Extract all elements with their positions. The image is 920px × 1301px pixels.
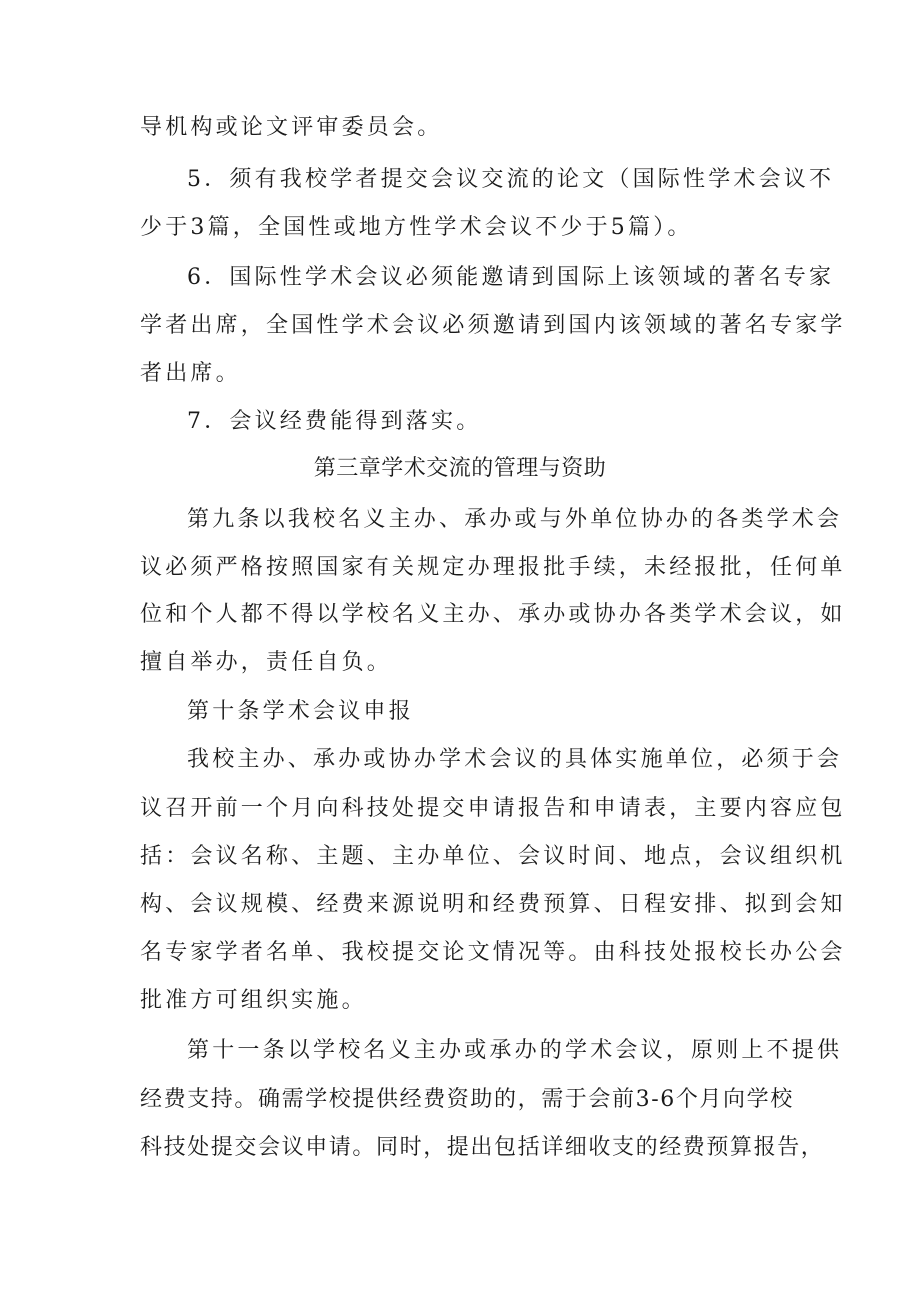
paragraph-line: 第九条以我校名义主办、承办或与外单位协办的各类学术会 bbox=[187, 507, 843, 532]
paragraph-line: 少于3篇，全国性或地方性学术会议不少于5篇）。 bbox=[140, 215, 693, 240]
paragraph-line: 导机构或论文评审委员会。 bbox=[140, 115, 443, 140]
paragraph-line: 第十条学术会议申报 bbox=[187, 699, 414, 724]
paragraph-line: 第十一条以学校名义主办或承办的学术会议，原则上不提供 bbox=[187, 1038, 843, 1063]
paragraph-line: 议必须严格按照国家有关规定办理报批手续，未经报批，任何单 bbox=[140, 555, 846, 580]
paragraph-line: 位和个人都不得以学校名义主办、承办或协办各类学术会议，如 bbox=[140, 602, 846, 627]
paragraph-line: 议召开前一个月向科技处提交申请报告和申请表，主要内容应包 bbox=[140, 796, 846, 821]
paragraph-line: 名专家学者名单、我校提交论文情况等。由科技处报校长办公会 bbox=[140, 940, 846, 965]
paragraph-line: 括：会议名称、主题、主办单位、会议时间、地点，会议组织机 bbox=[140, 844, 846, 869]
paragraph-line: 学者出席，全国性学术会议必须邀请到国内该领域的著名专家学 bbox=[140, 313, 846, 338]
paragraph-line: 者出席。 bbox=[140, 361, 241, 386]
chapter-heading: 第三章学术交流的管理与资助 bbox=[313, 456, 607, 481]
paragraph-line: 5．须有我校学者提交会议交流的论文（国际性学术会议不 bbox=[187, 167, 835, 192]
paragraph-line: 我校主办、承办或协办学术会议的具体实施单位，必须于会 bbox=[187, 747, 843, 772]
paragraph-line: 科技处提交会议申请。同时，提出包括详细收支的经费预算报告， bbox=[140, 1135, 825, 1160]
paragraph-line: 经费支持。确需学校提供经费资助的，需于会前3-6个月向学校 bbox=[140, 1087, 794, 1112]
paragraph-line: 构、会议规模、经费来源说明和经费预算、日程安排、拟到会知 bbox=[140, 892, 846, 917]
paragraph-line: 擅自举办，责任自负。 bbox=[140, 650, 393, 675]
paragraph-line: 批准方可组织实施。 bbox=[140, 988, 367, 1013]
paragraph-line: 7．会议经费能得到落实。 bbox=[187, 409, 482, 434]
paragraph-line: 6．国际性学术会议必须能邀请到国际上该领域的著名专家 bbox=[187, 265, 835, 290]
